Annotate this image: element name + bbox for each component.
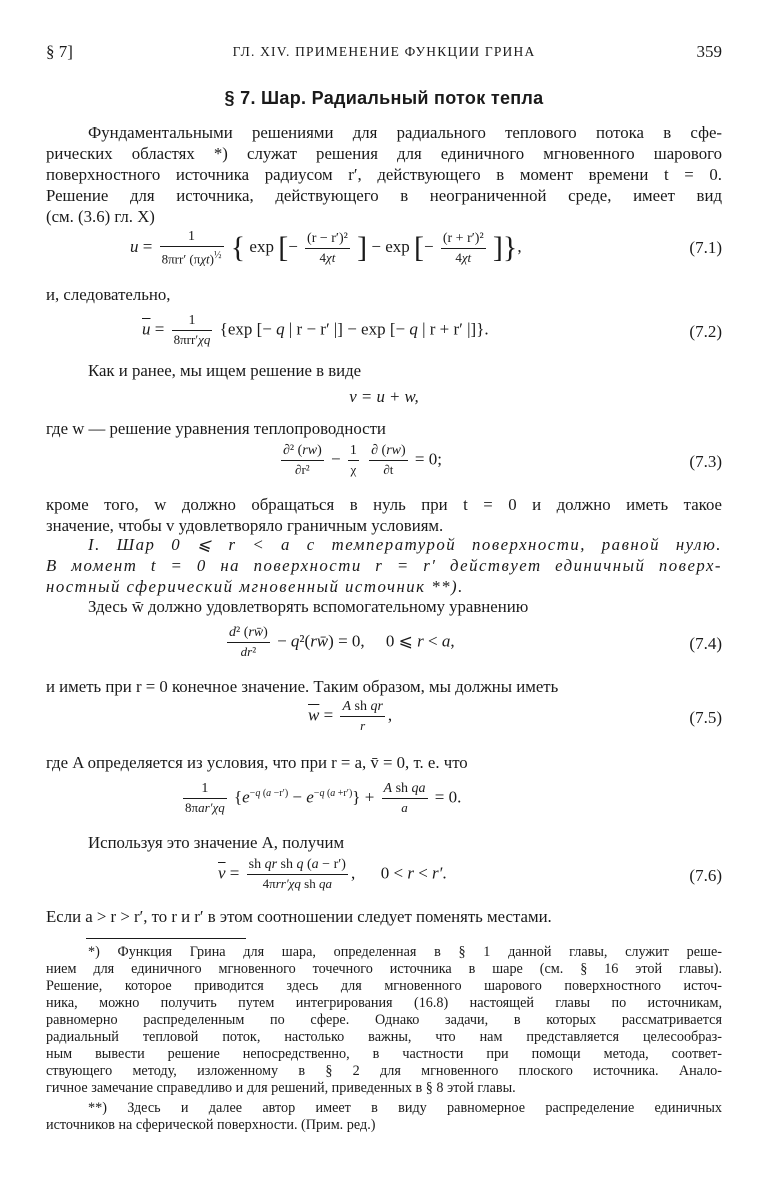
footnote-line: Решение, которое приводится здесь для мгновенного шарового поверхностного источ- [46, 978, 722, 994]
footnote-line: **) Здесь и далее автор имеет в виду равномерное распределение единичных [88, 1100, 722, 1116]
equation-number: (7.3) [689, 452, 722, 471]
text-line: Фундаментальными решениями для радиального теплового потока в сфе- [88, 123, 722, 142]
section-title: § 7. Шар. Радиальный поток тепла [224, 88, 544, 108]
equation-number: (7.1) [689, 238, 722, 257]
equation-number: (7.2) [689, 322, 722, 341]
equation-7-4 [46, 624, 722, 668]
equation-body: u = $\frac{1}{8\pi rr' (\pi\chi t)^{\frac{1}{2}}}$ { exp [− $\frac{\text{(r − r′)²}}{4\chi t}$ ] − exp [− $\frac{\text{(r + r′)²}}{4\chi t}$ ]}, [130, 229, 522, 267]
equation-number: (7.5) [689, 708, 722, 727]
text-where-w: где w — решение уравнения теплопроводности [46, 419, 386, 438]
equation-7-5 [46, 698, 722, 742]
text-finite: и иметь при r = 0 конечное значение. Таким образом, мы должны иметь [46, 677, 559, 696]
footnote-1 [46, 944, 722, 1097]
equation-body: $\overline{v}$ = $\frac{\text{sh qr sh q (a − r′)}}{\text{4πrr′χq sh qa}}$ , 0 < r < r′. [218, 857, 447, 891]
text-line: Решение для источника, действующего в неограниченной среде, имеет вид [46, 186, 722, 205]
text-using: Используя это значение A, получим [88, 833, 345, 852]
equation-7-2 [46, 312, 722, 356]
text-here-w: Здесь w̄ должно удовлетворять вспомогательному уравнению [88, 597, 529, 616]
equation-body: $\frac{1}{\text{8πar′χq}}$ $\{e^{-q (a -r')} - e^{-q (a +r')}\}$ + $\frac{\text{A sh qa}}{a}$ = 0. [185, 781, 462, 815]
page-number: 359 [696, 42, 722, 61]
text-line: I. Шар 0 ⩽ r < a с температурой поверхности, равной нулю. [88, 535, 722, 554]
footnote-line: ным вывести решение непосредственно, в частности при помощи метода, соответ- [46, 1046, 722, 1062]
equation-7-3 [46, 442, 722, 486]
footnote-line: гичное замечание справедливо и для решений, приведенных в § 8 этой главы. [46, 1080, 516, 1096]
header-section: § 7] [46, 42, 73, 61]
text-line: (см. (3.6) гл. X) [46, 207, 155, 226]
case-1-statement [46, 534, 722, 597]
equation-7-1 [46, 228, 722, 274]
text-line: В момент t = 0 на поверхности r = r′ действует единичный поверх- [46, 556, 722, 575]
text-line: поверхностного источника радиусом r′, действующего в момент времени t = 0. [46, 165, 722, 184]
text-where-A: где A определяется из условия, что при r = a, v̄ = 0, т. е. что [46, 753, 468, 772]
footnote-line: равномерно распределенным по сфере. Однако задачи, в которых рассматривается [46, 1012, 722, 1028]
footnote-line: ствующего методу, изложенному в § 2 для мгновенного плоского источника. Анало- [46, 1063, 722, 1079]
text-and-so: и, следовательно, [46, 285, 171, 304]
text-line: ностный сферический мгновенный источник **). [46, 577, 464, 596]
running-header [46, 42, 722, 66]
header-chapter: ГЛ. XIV. ПРИМЕНЕНИЕ ФУНКЦИИ ГРИНА [232, 44, 536, 59]
equation-body: $\overline{u}$ = $\frac{1}{\text{8πrr′χq}}$ {exp [− q | r − r′ |] − exp [− q | r + r′ |]}. [142, 313, 489, 347]
text-as-before: Как и ранее, мы ищем решение в виде [88, 361, 362, 380]
paragraph-conditions [46, 494, 722, 536]
footnote-line: источников на сферической поверхности. (Прим. ред.) [46, 1117, 376, 1133]
text-swap: Если a > r > r′, то r и r′ в этом соотношении следует поменять местами. [46, 907, 552, 926]
footnote-line: нием для единичного мгновенного точечного источника в шаре (см. § 16 этой главы). [46, 961, 722, 977]
footnote-rule [86, 938, 246, 939]
equation-boundary [46, 780, 722, 824]
footnote-line: ника, можно получить путем интегрирования (16.8) настоящей главы по источникам, [46, 995, 722, 1011]
paragraph-intro [46, 122, 722, 227]
footnote-line: *) Функция Грина для шара, определенная в § 1 данной главы, служит реше- [88, 944, 722, 960]
text-line: рических областях *) служат решения для единичного мгновенного шарового [46, 144, 722, 163]
footnote-2 [46, 1100, 722, 1134]
equation-body: $\overline{w}$ = $\frac{\text{A sh qr}}{r}$ , [308, 699, 393, 733]
equation-body: $\frac{\text{d² (rw̄)}}{\text{dr²}}$ − q²(rw̄) = 0, 0 ⩽ r < a, [229, 625, 455, 659]
text-line: кроме того, w должно обращаться в нуль при t = 0 и должно иметь такое [46, 495, 722, 514]
equation-number: (7.4) [689, 634, 722, 653]
equation-7-6 [46, 856, 722, 900]
text-line: значение, чтобы v удовлетворяло граничным условиям. [46, 516, 444, 535]
footnote-line: радиальный тепловой поток, настолько важны, что нам представляется целесообраз- [46, 1029, 722, 1045]
equation-v: v = u + w, [349, 387, 419, 406]
equation-number: (7.6) [689, 866, 722, 885]
equation-body: $\frac{\text{∂² (rw)}}{\text{∂r²}}$ − $\frac{1}{\chi}$ $\frac{\partial (rw)}{\partial t}$ = 0; [283, 443, 442, 477]
